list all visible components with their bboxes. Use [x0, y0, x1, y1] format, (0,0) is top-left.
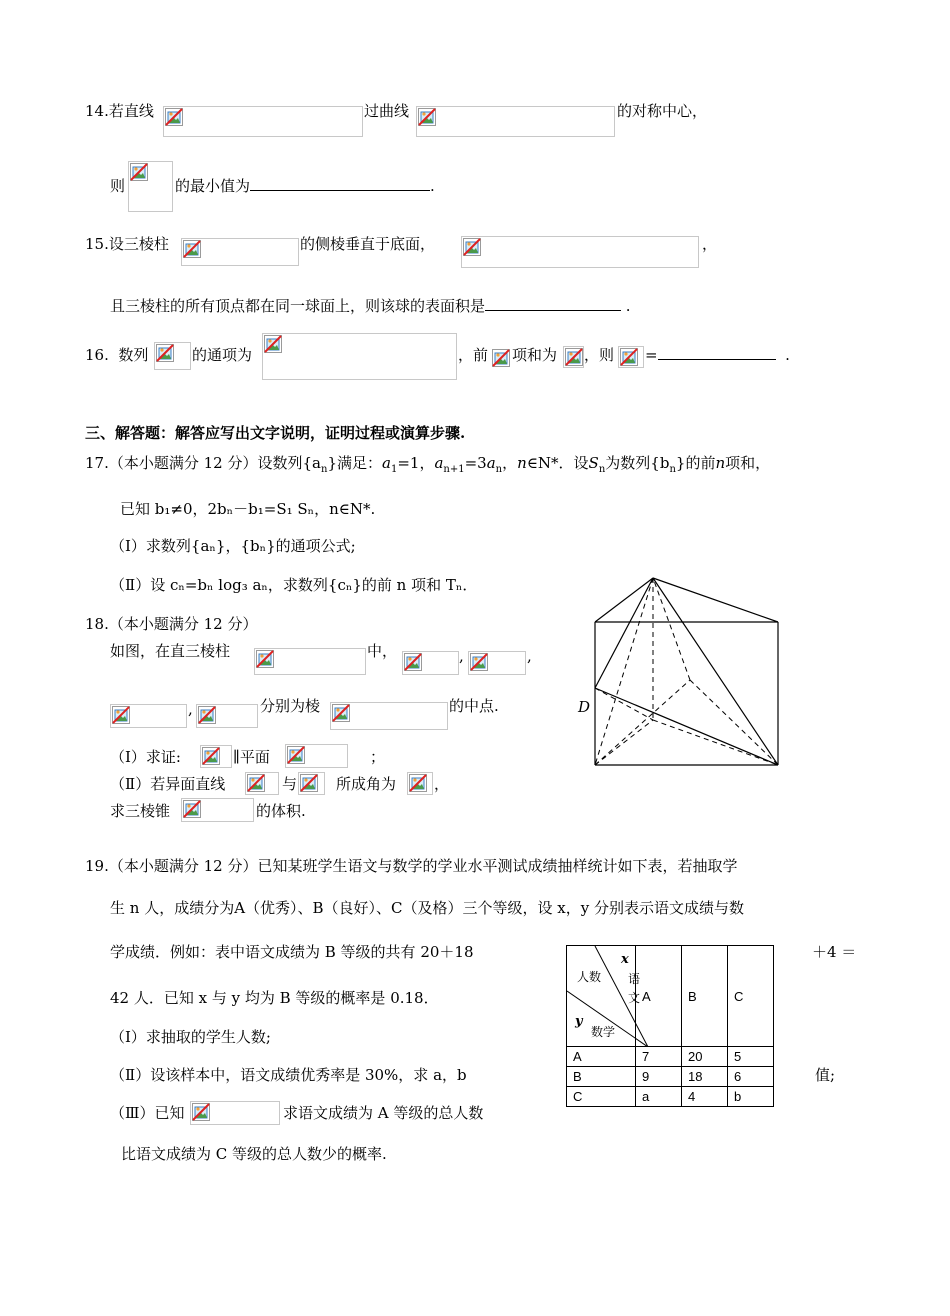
text: （Ⅰ）求证:	[110, 748, 181, 766]
text: 的对称中心，	[617, 102, 708, 120]
table-cell: 4	[682, 1087, 728, 1107]
prism-image	[181, 238, 299, 266]
subscript: n	[320, 464, 328, 475]
broken-image-icon	[463, 238, 481, 256]
text: 满足：	[336, 454, 382, 472]
table-cell: 20	[682, 1047, 728, 1067]
broken-image-icon	[112, 706, 130, 724]
question-number: 15.	[85, 235, 109, 253]
question-number: 17.	[85, 454, 109, 472]
text: （Ⅲ）已知	[110, 1104, 185, 1122]
edge	[595, 578, 653, 688]
prism-image	[254, 648, 366, 675]
q19-line3-right: ＋4 ＝	[812, 943, 857, 961]
text: 的体积.	[256, 802, 306, 820]
section-title: 三、解答题：解答应写出文字说明，证明过程或演算步骤.	[85, 424, 466, 442]
q19-part2: （Ⅱ）设该样本中，语文成绩优秀率是 30%，求 a，b	[110, 1066, 467, 1084]
answer-blank[interactable]	[250, 176, 430, 191]
pyramid-image	[181, 798, 254, 822]
table-cell: 9	[636, 1067, 682, 1087]
q16-line1	[85, 345, 148, 365]
broken-image-icon	[183, 800, 201, 818]
text: 中，	[367, 642, 398, 660]
variable: n	[517, 454, 527, 472]
text: 求三棱锥	[110, 802, 171, 820]
figure-label-d: D	[578, 698, 591, 716]
variable: a	[486, 454, 496, 472]
line-image	[200, 745, 232, 768]
text: （本小题满分 12 分）已知某班学生语文与数学的学业水平测试成绩抽样统计如下表，若抽取学	[108, 857, 738, 875]
answer-blank[interactable]	[658, 345, 776, 360]
points-image	[196, 704, 258, 728]
variable: a	[434, 454, 444, 472]
q14-answer-line	[175, 176, 435, 196]
text: }	[675, 454, 686, 472]
q17-given: 已知 b₁≠0，2bₙ－b₁=S₁ Sₙ，n∈N*.	[120, 500, 376, 518]
condition-image-2	[468, 651, 526, 675]
header-wen: 文	[628, 991, 641, 1005]
subscript: n	[669, 464, 676, 475]
hidden-edge	[595, 720, 653, 765]
text: 求语文成绩为 A 等级的总人数	[283, 1104, 484, 1122]
table-cell: 18	[682, 1067, 728, 1087]
answer-blank[interactable]	[485, 296, 621, 311]
text: ,	[459, 647, 464, 665]
q19-line1	[85, 856, 738, 876]
broken-image-icon	[620, 348, 638, 366]
table-cell: 5	[728, 1047, 774, 1067]
text: .	[625, 297, 631, 315]
row-label: C	[567, 1087, 636, 1107]
question-number: 16.	[85, 346, 109, 364]
text: （本小题满分 12 分）设数列	[108, 454, 303, 472]
text: 数列	[118, 346, 149, 364]
text: 且三棱柱的所有顶点都在同一球面上，则该球的表面积是	[110, 297, 486, 315]
hidden-edge	[690, 680, 778, 765]
text: ，	[502, 454, 518, 472]
text: =1，	[397, 454, 435, 472]
broken-image-icon	[256, 650, 274, 668]
text: .	[785, 346, 790, 364]
variable: a	[382, 454, 391, 472]
q17-part1: （Ⅰ）求数列{aₙ}，{bₙ}的通项公式;	[110, 537, 356, 555]
text: 分别为棱	[260, 697, 321, 715]
text: （本小题满分 12 分）	[108, 615, 258, 633]
text: 的前	[685, 454, 716, 472]
broken-image-icon	[202, 747, 220, 765]
row-label: A	[567, 1047, 636, 1067]
q19-line3: 学成绩．例如：表中语文成绩为 B 等级的共有 20＋18	[110, 943, 474, 961]
condition-image-3	[110, 704, 187, 728]
broken-image-icon	[287, 746, 305, 764]
text: {a	[302, 454, 321, 472]
text: 项和为	[512, 346, 558, 364]
subscript: n+1	[443, 464, 465, 475]
column-header: A	[636, 946, 682, 1047]
subscript: n	[598, 464, 606, 475]
subscript: 1	[390, 464, 398, 475]
line-image-2	[245, 772, 279, 795]
hidden-edge	[595, 688, 653, 720]
variable: S	[588, 454, 599, 472]
expression-image	[128, 161, 173, 212]
text: ，	[702, 235, 718, 253]
text: 若直线	[108, 102, 154, 120]
text: ，则	[584, 346, 615, 364]
text: 的最小值为	[175, 177, 251, 195]
broken-image-icon	[404, 653, 422, 671]
text: 为数列	[605, 454, 651, 472]
table-row	[567, 1047, 774, 1067]
broken-image-icon	[264, 335, 282, 353]
q17-line1	[85, 453, 770, 480]
sum-image	[563, 346, 584, 368]
text: .	[430, 177, 435, 195]
header-yuwen: 语	[628, 972, 641, 986]
text: 的中点.	[449, 697, 499, 715]
table-cell: 7	[636, 1047, 682, 1067]
broken-image-icon	[418, 108, 436, 126]
score-table	[566, 945, 774, 1107]
broken-image-icon	[492, 349, 510, 367]
q19-part1: （Ⅰ）求抽取的学生人数;	[110, 1028, 271, 1046]
broken-image-icon	[198, 706, 216, 724]
text: ∥平面	[233, 748, 270, 766]
broken-image-icon	[565, 348, 583, 366]
edge	[653, 578, 778, 622]
n-image	[492, 349, 512, 369]
table-cell: b	[728, 1087, 774, 1107]
text: ，前	[458, 346, 489, 364]
text: 则	[110, 177, 126, 195]
question-number: 19.	[85, 857, 109, 875]
text: 的通项为	[192, 346, 253, 364]
text: 所成角为	[336, 775, 397, 793]
sequence-image	[154, 342, 191, 370]
text: ，	[434, 775, 450, 793]
column-header: B	[682, 946, 728, 1047]
text: ∈N*．设	[526, 454, 589, 472]
broken-image-icon	[470, 653, 488, 671]
edge	[653, 578, 778, 765]
condition-image-1	[402, 651, 459, 675]
text: 设三棱柱	[108, 235, 169, 253]
text: {b	[650, 454, 670, 472]
curve-equation-image	[416, 106, 615, 137]
angle-image	[407, 772, 433, 795]
text: 项和，	[725, 454, 771, 472]
broken-image-icon	[156, 344, 174, 362]
broken-image-icon	[247, 774, 265, 792]
q15-line2	[110, 296, 631, 316]
broken-image-icon	[130, 163, 148, 181]
condition-image	[190, 1101, 280, 1125]
question-number: 14.	[85, 102, 109, 120]
text: 与	[282, 775, 298, 793]
text: }	[327, 454, 337, 472]
line-equation-image	[163, 106, 363, 137]
broken-image-icon	[165, 108, 183, 126]
text: （Ⅱ）若异面直线	[110, 775, 226, 793]
broken-image-icon	[332, 704, 350, 722]
text: =3	[464, 454, 487, 472]
text: =	[645, 346, 658, 364]
row-label: B	[567, 1067, 636, 1087]
q18-head	[85, 614, 257, 634]
subscript: n	[495, 464, 503, 475]
q19-line5: 比语文成绩为 C 等级的总人数少的概率.	[121, 1145, 387, 1163]
table-header-corner	[567, 946, 641, 1047]
broken-image-icon	[183, 240, 201, 258]
line-image-3	[298, 772, 325, 795]
text: 如图，在直三棱柱	[110, 642, 231, 660]
edge	[595, 688, 778, 765]
header-x: x	[621, 952, 629, 967]
header-renshu: 人数	[577, 970, 602, 984]
q17-part2: （Ⅱ）设 cₙ=bₙ log₃ aₙ，求数列{cₙ}的前 n 项和 Tₙ．	[110, 576, 478, 594]
column-header: C	[728, 946, 774, 1047]
broken-image-icon	[409, 774, 427, 792]
formula-image	[262, 333, 457, 380]
hidden-edge	[653, 578, 690, 680]
q19-line2: 生 n 人，成绩分为A（优秀）、B（良好）、C（及格）三个等级，设 x，y 分别表示语文成绩与数	[110, 899, 745, 917]
q16-answer	[645, 345, 790, 365]
text: 过曲线	[364, 102, 410, 120]
table-cell: a	[636, 1087, 682, 1107]
variable: n	[715, 454, 726, 472]
header-y: y	[575, 1014, 583, 1029]
prism-figure	[560, 570, 790, 775]
broken-image-icon	[192, 1103, 210, 1121]
q19-part2-right: 值;	[815, 1066, 836, 1084]
table-row	[567, 1087, 774, 1107]
broken-image-icon	[300, 774, 318, 792]
text: ,	[527, 647, 532, 665]
q14-line1	[85, 101, 154, 121]
q19-line4: 42 人．已知 x 与 y 均为 B 等级的概率是 0.18．	[110, 989, 439, 1007]
q15-line1	[85, 234, 169, 254]
edge	[595, 578, 653, 622]
plane-image	[285, 744, 348, 768]
condition-image	[461, 236, 699, 268]
table-row	[567, 1067, 774, 1087]
header-shuxue: 数学	[591, 1025, 616, 1039]
edges-image	[330, 702, 448, 730]
text: ,	[188, 700, 193, 718]
text: ；	[370, 748, 386, 766]
sum-expression-image	[618, 346, 644, 368]
question-number: 18.	[85, 615, 109, 633]
table-cell: 6	[728, 1067, 774, 1087]
hidden-edge	[653, 720, 778, 765]
text: 的侧棱垂直于底面，	[300, 235, 436, 253]
